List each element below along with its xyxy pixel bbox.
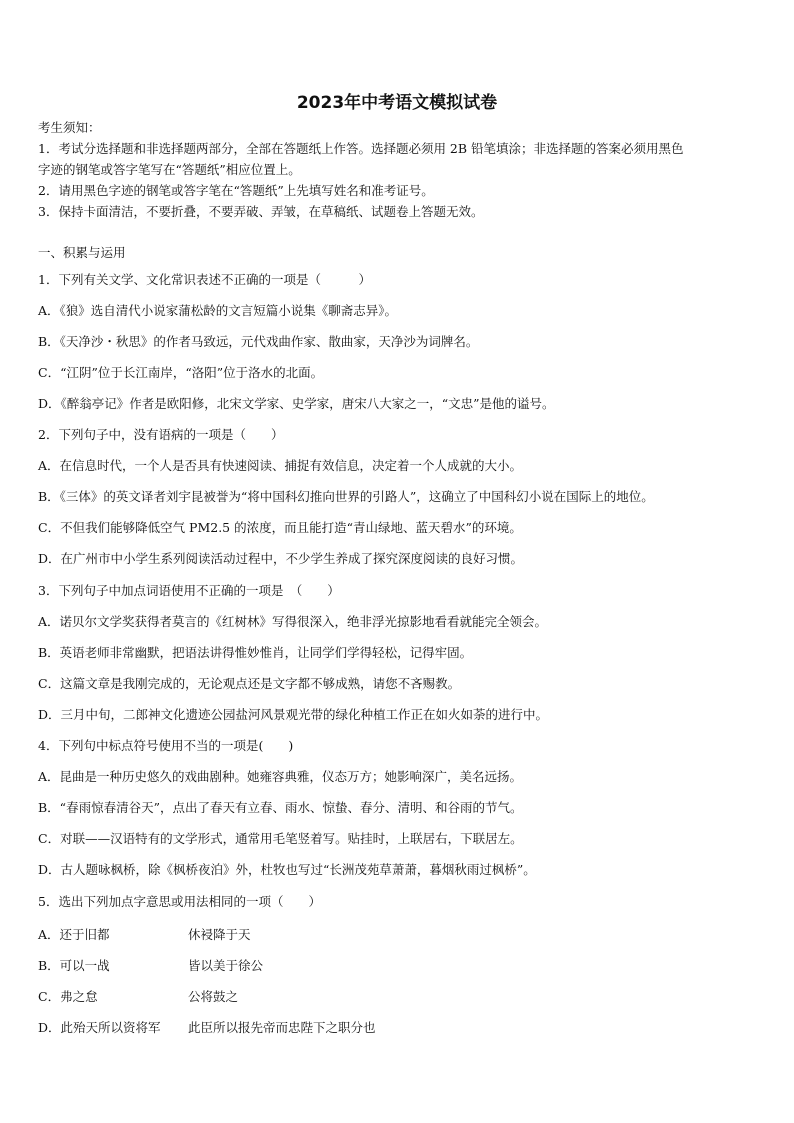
section-heading: 一、积累与运用: [38, 245, 126, 260]
option-right: 皆以美于徐公: [188, 958, 264, 973]
question-option: A．在信息时代，一个人是否具有快速阅读、捕捉有效信息，决定着一个人成就的大小。: [38, 458, 523, 473]
question-stem: 4．下列句中标点符号使用不当的一项是( ): [38, 738, 294, 753]
question-stem: 5．选出下列加点字意思或用法相同的一项（ ）: [38, 894, 321, 909]
option-right: 此臣所以报先帝而忠陛下之职分也: [188, 1020, 376, 1035]
page-title: 2023年中考语文模拟试卷: [296, 93, 498, 113]
question-option: D．三月中旬，二郎神文化遗迹公园盐河风景观光带的绿化种植工作正在如火如荼的进行中。: [38, 707, 549, 722]
notice-line: 字迹的钢笔或答字笔写在“答题纸”相应位置上。: [38, 162, 301, 177]
question-option: C．不但我们能够降低空气 PM2.5 的浓度，而且能打造“青山绿地、蓝天碧水”的环境。: [38, 520, 522, 535]
option-left: C．弗之怠: [38, 989, 98, 1004]
question-option: A．《狼》选自清代小说家蒲松龄的文言短篇小说集《聊斋志异》。: [38, 303, 398, 318]
question-option: D．在广州市中小学生系列阅读活动过程中，不少学生养成了探究深度阅读的良好习惯。: [38, 551, 524, 566]
option-right: 休祲降于天: [188, 927, 251, 942]
question-option: D．《醉翁亭记》作者是欧阳修，北宋文学家、史学家，唐宋八大家之一，“文忠”是他的谥号。: [38, 396, 555, 411]
option-left: B．可以一战: [38, 958, 110, 973]
option-left: D．此殆天所以资将军: [38, 1020, 161, 1035]
question-option: B．《三体》的英文译者刘宇昆被誉为“将中国科幻推向世界的引路人”，这确立了中国科幻小说在国际上的地位。: [38, 489, 654, 504]
question-option: C．“江阴”位于长江南岸，“洛阳”位于洛水的北面。: [38, 365, 324, 380]
notice-line: 1．考试分选择题和非选择题两部分，全部在答题纸上作答。选择题必须用 2B 铅笔填涂；非选择题的答案必须用黑色: [38, 141, 684, 156]
question-option: D．古人题咏枫桥，除《枫桥夜泊》外，杜牧也写过“长洲茂苑草萧萧，暮烟秋雨过枫桥”。: [38, 862, 536, 877]
option-left: A．还于旧都: [38, 927, 110, 942]
option-right: 公将鼓之: [188, 989, 239, 1004]
question-option: A．昆曲是一种历史悠久的戏曲剧种。她雍容典雅，仪态万方；她影响深广，美名远扬。: [38, 769, 523, 784]
question-option: B．英语老师非常幽默，把语法讲得惟妙惟肖，让同学们学得轻松，记得牢固。: [38, 645, 473, 660]
question-option: C．这篇文章是我刚完成的，无论观点还是文字都不够成熟，请您不吝赐教。: [38, 676, 461, 691]
notice-line: 3．保持卡面清洁，不要折叠，不要弄破、弄皱，在草稿纸、试题卷上答题无效。: [38, 204, 484, 219]
notice-line: 2．请用黑色字迹的钢笔或答字笔在“答题纸”上先填写姓名和准考证号。: [38, 183, 434, 198]
question-stem: 2．下列句子中，没有语病的一项是（ ）: [38, 427, 284, 442]
notice-heading: 考生须知：: [38, 120, 101, 135]
question-option: B．《天净沙・秋思》的作者马致远，元代戏曲作家、散曲家，天净沙为词牌名。: [38, 334, 479, 349]
question-stem: 1．下列有关文学、文化常识表述不正确的一项是（ ）: [38, 272, 371, 287]
question-stem: 3．下列句子中加点词语使用不正确的一项是 （ ）: [38, 583, 340, 598]
question-option: C．对联——汉语特有的文学形式，通常用毛笔竖着写。贴挂时，上联居右，下联居左。: [38, 831, 523, 846]
question-option: B．“春雨惊春清谷天”，点出了春天有立春、雨水、惊蛰、春分、清明、和谷雨的节气。: [38, 800, 523, 815]
question-option: A．诺贝尔文学奖获得者莫言的《红树林》写得很深入，绝非浮光掠影地看看就能完全领会。: [38, 614, 548, 629]
